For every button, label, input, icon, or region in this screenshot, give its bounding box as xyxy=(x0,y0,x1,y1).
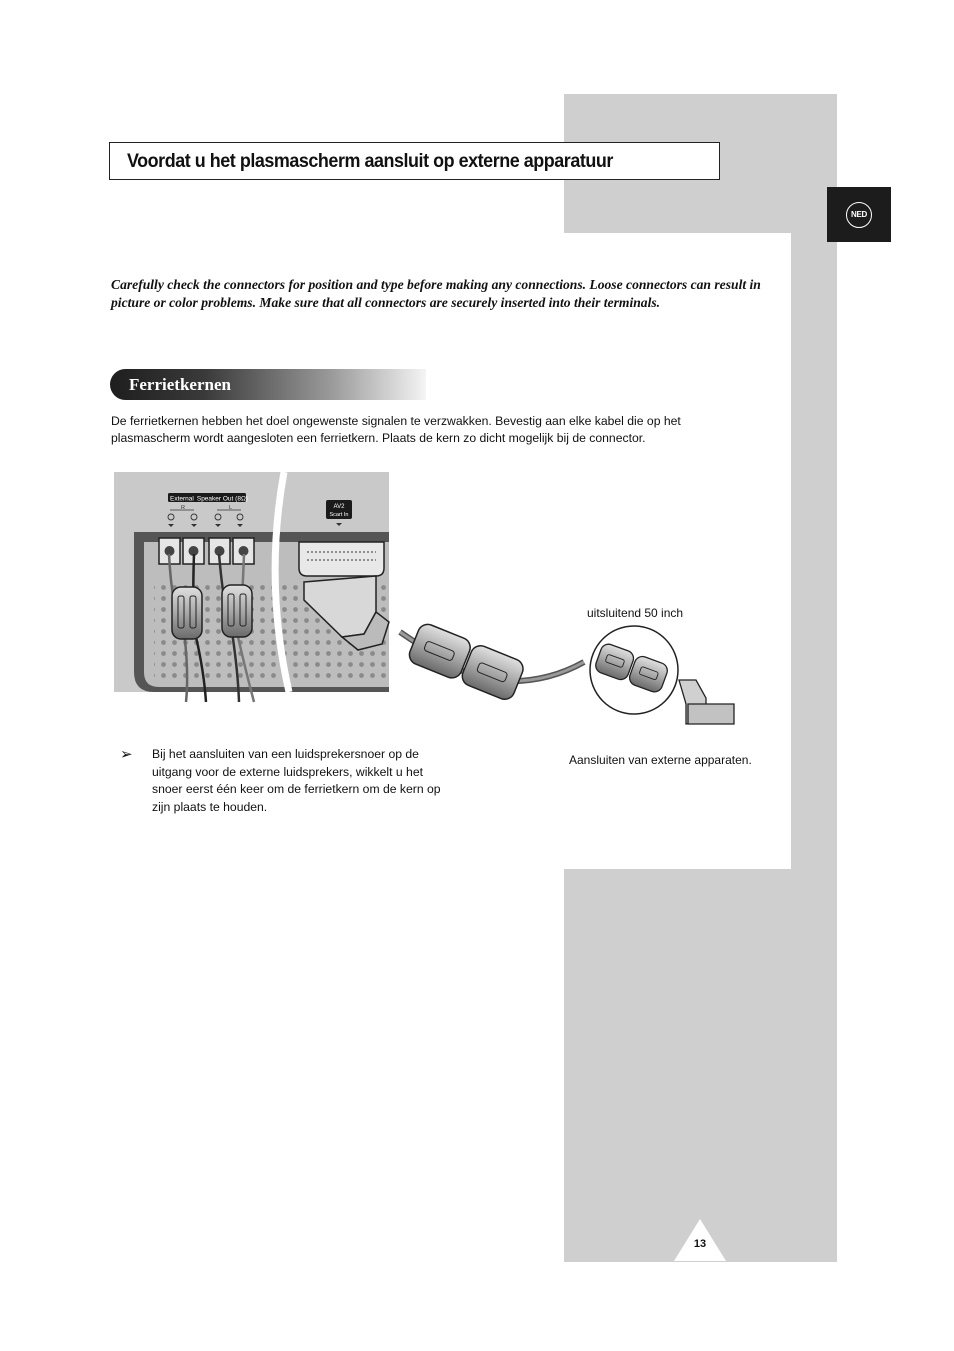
scart-label-top: AV2 xyxy=(333,504,345,510)
channel-l-label: L xyxy=(229,505,233,511)
scart-ferrite-core xyxy=(406,621,526,702)
scart-socket xyxy=(299,542,384,576)
section-heading-bar xyxy=(110,369,426,400)
language-badge: NED xyxy=(846,202,872,228)
channel-r-label: R xyxy=(181,505,185,511)
intro-warning: Carefully check the connectors for position and type before making any connections. Loose connectors can result in picture or color problems. Make sure that all connectors are securely inserted into their terminals. xyxy=(111,277,761,310)
language-tab xyxy=(827,187,891,242)
page-title-box xyxy=(109,142,720,180)
section-heading: Ferrietkernen xyxy=(129,374,231,394)
figure-caption-bottom: Aansluiten van externe apparaten. xyxy=(569,753,752,767)
figure-caption-top: uitsluitend 50 inch xyxy=(587,606,684,620)
speaker-ferrite-core-left xyxy=(172,587,202,639)
speaker-out-label: External Speaker Out (8Ω) xyxy=(170,495,248,503)
note-text: Bij het aansluiten van een luidsprekersnoer op de uitgang voor de externe luidsprekers, wikkelt u het snoer eerst één keer om de ferrietkern om de kern op zijn plaats te houden. xyxy=(152,747,441,814)
page-title: Voordat u het plasmascherm aansluit op externe apparatuur xyxy=(127,149,613,172)
speaker-ferrite-core-right xyxy=(222,585,252,637)
page-number: 13 xyxy=(693,1238,707,1250)
note-arrow-icon: ➢ xyxy=(120,746,133,763)
section-body: De ferrietkernen hebben het doel ongewenste signalen te verzwakken. Bevestig aan elke kabel die op het plasmascherm wordt aangesloten een ferrietkern. Plaats de kern zo dicht mogelijk bij de connector. xyxy=(111,414,681,445)
scart-label-bottom: Scart In xyxy=(329,512,349,518)
